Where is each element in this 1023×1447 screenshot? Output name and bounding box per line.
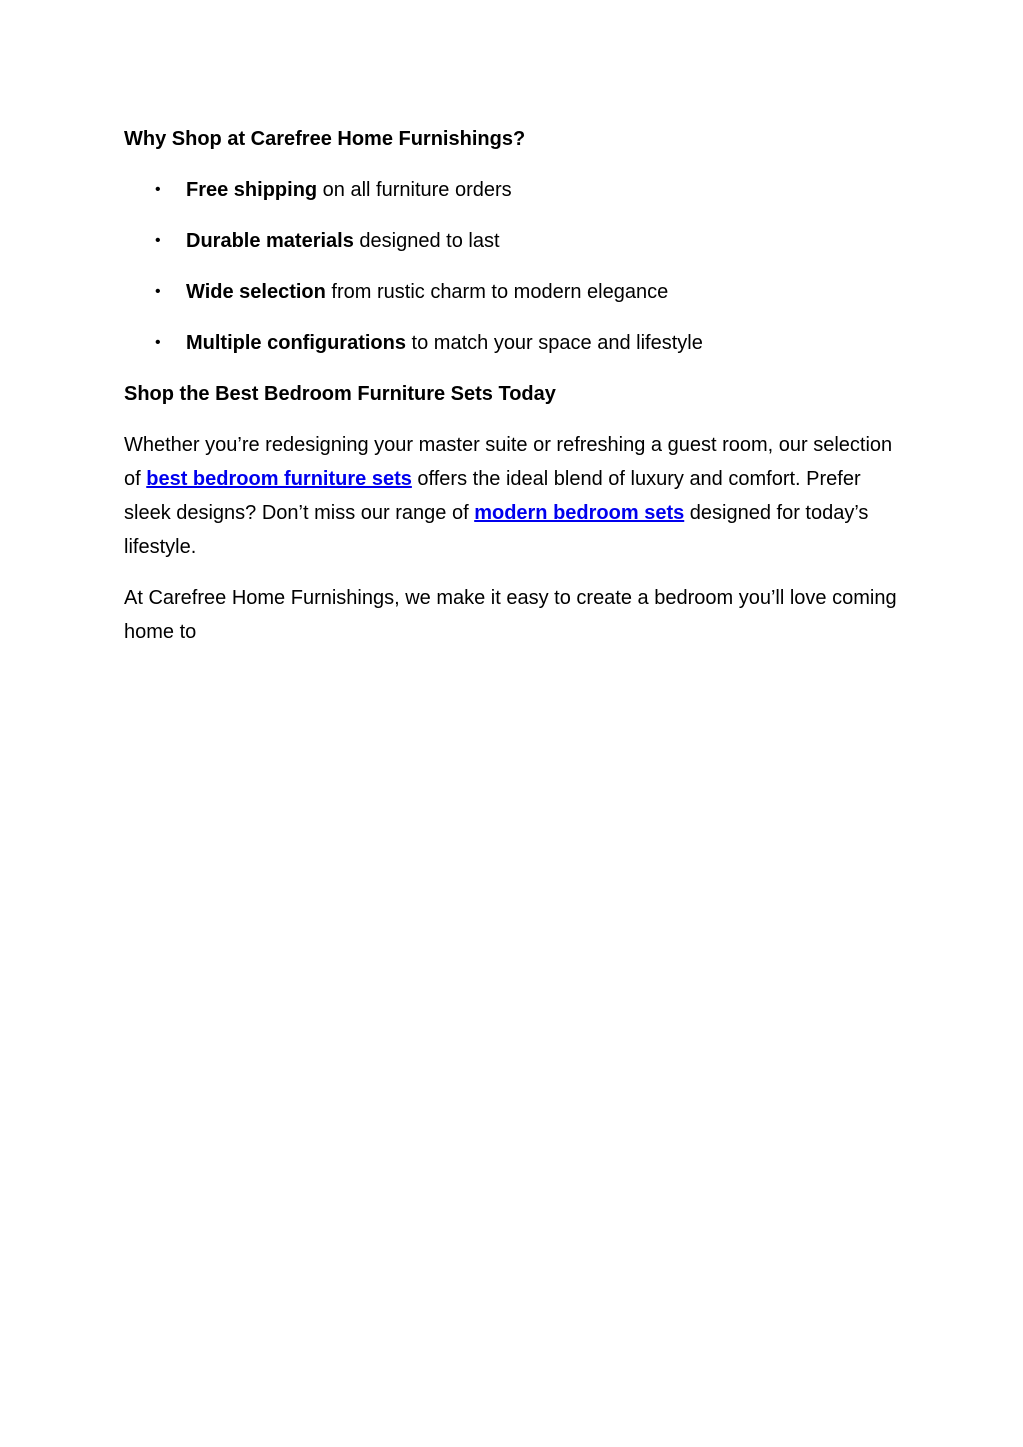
- list-item: [124, 173, 904, 207]
- feature-description: to match your space and lifestyle: [406, 332, 703, 354]
- modern-bedroom-sets-link[interactable]: modern bedroom sets: [474, 502, 685, 524]
- bullet-icon: •: [155, 283, 161, 300]
- list-item: [124, 224, 904, 258]
- feature-title: Free shipping: [186, 179, 318, 201]
- feature-title: Durable materials: [186, 230, 354, 252]
- best-bedroom-furniture-sets-link[interactable]: best bedroom furniture sets: [146, 468, 412, 490]
- document-content: [124, 122, 904, 666]
- section-heading-shop-best: Shop the Best Bedroom Furniture Sets Today: [124, 383, 556, 405]
- list-item: [124, 275, 904, 309]
- feature-title: Multiple configurations: [186, 332, 406, 354]
- feature-title: Wide selection: [186, 281, 326, 303]
- feature-list: [124, 173, 904, 360]
- paragraph-closing: At Carefree Home Furnishings, we make it easy to create a bedroom you’ll love coming home to: [124, 587, 897, 643]
- bullet-icon: •: [155, 334, 161, 351]
- feature-description: from rustic charm to modern elegance: [325, 281, 669, 303]
- bullet-icon: •: [155, 232, 161, 249]
- section-heading-why-shop: Why Shop at Carefree Home Furnishings?: [124, 128, 526, 150]
- paragraph-intro: [124, 428, 904, 564]
- list-item: [124, 326, 904, 360]
- feature-description: on all furniture orders: [317, 179, 512, 201]
- paragraph-text: Whether you’re redesigning your master suite or refreshing a guest room, our selection of: [124, 434, 893, 490]
- paragraph-text: designed for today’s lifestyle.: [124, 502, 869, 558]
- feature-description: designed to last: [353, 230, 500, 252]
- bullet-icon: •: [155, 181, 161, 198]
- paragraph-text: offers the ideal blend of luxury and comfort. Prefer sleek designs? Don’t miss our range of: [124, 468, 861, 524]
